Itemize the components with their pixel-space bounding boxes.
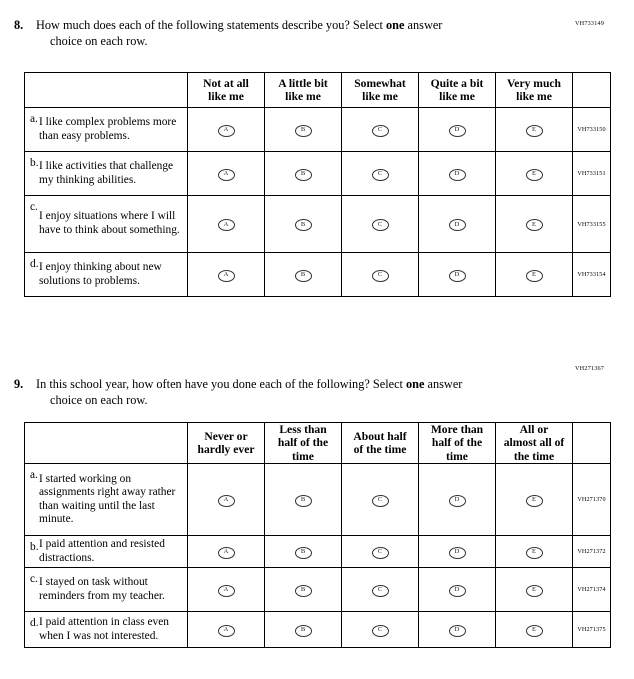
bubble-icon[interactable] [372, 547, 389, 559]
bubble-letter: E [532, 170, 536, 177]
header-line: A little bit [278, 76, 328, 90]
radio-option-e[interactable] [496, 253, 573, 297]
question-text-part1: How much does each of the following statements describe you? Select [36, 18, 387, 32]
radio-option-b[interactable] [265, 612, 342, 648]
radio-option-d[interactable] [419, 464, 496, 536]
bubble-icon[interactable] [372, 495, 389, 507]
table-row [25, 612, 611, 648]
matrix-header-option-4 [419, 73, 496, 108]
question-text-emphasis: one [386, 18, 405, 32]
radio-option-c[interactable] [342, 108, 419, 152]
bubble-letter: E [532, 271, 536, 278]
header-line: time [292, 449, 314, 463]
table-row [25, 152, 611, 196]
radio-option-a[interactable] [188, 464, 265, 536]
row-text: I started working on assignments right away rather than waiting until the last minute. [39, 472, 176, 526]
bubble-icon[interactable] [218, 169, 235, 181]
matrix-header-option-3 [342, 73, 419, 108]
bubble-icon[interactable] [449, 495, 466, 507]
header-line: half of the [277, 436, 329, 450]
bubble-icon[interactable] [526, 547, 543, 559]
row-stem [25, 108, 188, 152]
radio-option-d[interactable] [419, 253, 496, 297]
bubble-letter: D [454, 271, 460, 278]
radio-option-b[interactable] [265, 196, 342, 253]
header-line: the time [513, 449, 555, 463]
bubble-letter: D [454, 496, 460, 504]
header-line: like me [362, 90, 398, 103]
row-stem [25, 152, 188, 196]
bubble-letter: A [223, 496, 229, 504]
radio-option-e[interactable] [496, 108, 573, 152]
radio-option-c[interactable] [342, 612, 419, 648]
bubble-icon[interactable] [449, 169, 466, 181]
row-letter: d. [30, 617, 39, 630]
question-number: 8. [14, 18, 24, 32]
question-text-part2: answer [404, 18, 443, 32]
row-letter: b. [30, 541, 39, 554]
radio-option-c[interactable] [342, 152, 419, 196]
bubble-icon[interactable] [218, 585, 235, 597]
bubble-letter: C [377, 548, 383, 556]
radio-option-b[interactable] [265, 152, 342, 196]
bubble-letter: C [377, 626, 383, 634]
bubble-letter: A [223, 220, 229, 228]
row-letter: c. [30, 201, 38, 213]
row-text: I enjoy thinking about new solutions to problems. [39, 260, 162, 287]
header-line: Not at all [203, 76, 249, 90]
table-row [25, 568, 611, 612]
bubble-icon[interactable] [295, 495, 312, 507]
bubble-icon[interactable] [449, 547, 466, 559]
header-line: time [446, 449, 468, 463]
bubble-letter: B [300, 170, 306, 177]
table-row [25, 536, 611, 568]
row-item-code: VH271375 [573, 612, 611, 648]
bubble-icon[interactable] [218, 495, 235, 507]
radio-option-c[interactable] [342, 464, 419, 536]
header-line: hardly ever [197, 443, 255, 457]
bubble-letter: B [300, 548, 306, 556]
header-line: Quite a bit [430, 76, 484, 90]
radio-option-b[interactable] [265, 253, 342, 297]
radio-option-c[interactable] [342, 536, 419, 568]
row-text: I paid attention in class even when I was not interested. [39, 616, 170, 642]
row-item-code: VH271374 [573, 568, 611, 612]
row-letter: a. [30, 469, 38, 482]
radio-option-e[interactable] [496, 568, 573, 612]
bubble-icon[interactable] [295, 547, 312, 559]
question-prompt [0, 365, 634, 408]
header-line: Less than [279, 423, 327, 436]
bubble-letter: B [300, 126, 306, 133]
bubble-letter: C [377, 496, 383, 504]
bubble-letter: A [223, 170, 229, 177]
row-item-code: VH733151 [573, 152, 611, 196]
bubble-letter: C [377, 271, 383, 278]
radio-option-a[interactable] [188, 253, 265, 297]
radio-option-c[interactable] [342, 196, 419, 253]
radio-option-e[interactable] [496, 464, 573, 536]
matrix-header-code [573, 423, 611, 464]
row-stem [25, 536, 188, 568]
bubble-icon[interactable] [295, 125, 312, 137]
bubble-letter: C [377, 126, 383, 133]
bubble-letter: E [532, 126, 536, 133]
bubble-letter: A [223, 626, 229, 634]
bubble-icon[interactable] [218, 625, 235, 637]
bubble-letter: D [454, 626, 460, 634]
bubble-letter: B [300, 496, 306, 504]
bubble-icon[interactable] [372, 169, 389, 181]
bubble-icon[interactable] [449, 219, 466, 231]
row-item-code: VH733150 [573, 108, 611, 152]
radio-option-d[interactable] [419, 108, 496, 152]
bubble-icon[interactable] [295, 270, 312, 282]
bubble-icon[interactable] [526, 169, 543, 181]
row-stem [25, 253, 188, 297]
matrix-header-code [573, 73, 611, 108]
question-block-8 [0, 18, 634, 287]
bubble-letter: A [223, 271, 229, 278]
radio-option-d[interactable] [419, 612, 496, 648]
header-line: Very much [507, 76, 561, 90]
question-prompt [0, 18, 634, 49]
bubble-letter: E [532, 548, 536, 556]
bubble-letter: B [300, 586, 306, 594]
row-text: I paid attention and resisted distractions. [39, 538, 165, 564]
radio-option-e[interactable] [496, 612, 573, 648]
matrix-header-option-5 [496, 423, 573, 464]
question-text-part1: In this school year, how often have you done each of the following? Select [36, 377, 407, 391]
matrix-header-option-1 [188, 73, 265, 108]
bubble-letter: A [223, 548, 229, 556]
bubble-icon[interactable] [372, 125, 389, 137]
row-letter: c. [30, 573, 38, 586]
header-line: Never or [204, 429, 248, 443]
radio-option-a[interactable] [188, 612, 265, 648]
bubble-icon[interactable] [218, 547, 235, 559]
radio-option-b[interactable] [265, 568, 342, 612]
row-letter: a. [30, 113, 38, 125]
table-row [25, 196, 611, 253]
question-text-line2: choice on each row. [50, 392, 148, 407]
radio-option-d[interactable] [419, 536, 496, 568]
radio-option-a[interactable] [188, 108, 265, 152]
radio-option-e[interactable] [496, 196, 573, 253]
header-line: More than [430, 423, 484, 436]
radio-option-c[interactable] [342, 568, 419, 612]
bubble-icon[interactable] [372, 219, 389, 231]
row-item-code: VH271370 [573, 464, 611, 536]
bubble-icon[interactable] [526, 270, 543, 282]
row-letter: b. [30, 157, 39, 169]
bubble-letter: D [454, 220, 460, 228]
radio-option-e[interactable] [496, 152, 573, 196]
response-matrix-8 [24, 72, 611, 297]
question-item-code: VH733149 [575, 20, 605, 27]
row-text: I like complex problems more than easy problems. [39, 115, 177, 142]
bubble-letter: B [300, 626, 306, 634]
bubble-letter: E [532, 586, 536, 594]
bubble-icon[interactable] [372, 270, 389, 282]
question-text-emphasis: one [406, 377, 425, 391]
radio-option-b[interactable] [265, 536, 342, 568]
question-number: 9. [14, 377, 24, 391]
bubble-icon[interactable] [526, 585, 543, 597]
bubble-letter: A [223, 126, 229, 133]
bubble-letter: C [377, 586, 383, 594]
row-stem [25, 464, 188, 536]
row-text: I like activities that challenge my thinking abilities. [39, 159, 174, 186]
header-line: All or [519, 423, 549, 436]
row-stem [25, 196, 188, 253]
row-item-code: VH271372 [573, 536, 611, 568]
bubble-icon[interactable] [449, 125, 466, 137]
bubble-letter: B [300, 220, 306, 228]
header-line: like me [516, 90, 552, 103]
question-text-part2: answer [424, 377, 463, 391]
bubble-icon[interactable] [372, 625, 389, 637]
row-stem [25, 612, 188, 648]
row-stem [25, 568, 188, 612]
radio-option-d[interactable] [419, 152, 496, 196]
header-line: like me [285, 90, 321, 103]
bubble-icon[interactable] [295, 219, 312, 231]
question-text-line2: choice on each row. [50, 33, 148, 48]
bubble-icon[interactable] [526, 219, 543, 231]
matrix-header-option-1 [188, 423, 265, 464]
bubble-letter: D [454, 586, 460, 594]
bubble-icon[interactable] [449, 625, 466, 637]
radio-option-d[interactable] [419, 196, 496, 253]
matrix-header-option-2 [265, 423, 342, 464]
table-row [25, 464, 611, 536]
header-line: almost all of [503, 436, 565, 450]
bubble-letter: D [454, 170, 460, 177]
matrix-header-blank [25, 423, 188, 464]
matrix-header-blank [25, 73, 188, 108]
radio-option-a[interactable] [188, 568, 265, 612]
table-row [25, 253, 611, 297]
bubble-icon[interactable] [218, 219, 235, 231]
bubble-icon[interactable] [372, 585, 389, 597]
bubble-icon[interactable] [295, 585, 312, 597]
row-item-code: VH733154 [573, 253, 611, 297]
radio-option-a[interactable] [188, 536, 265, 568]
radio-option-d[interactable] [419, 568, 496, 612]
bubble-icon[interactable] [526, 495, 543, 507]
radio-option-c[interactable] [342, 253, 419, 297]
bubble-letter: B [300, 271, 306, 278]
bubble-letter: E [532, 496, 536, 504]
question-block-9 [0, 365, 634, 642]
matrix-header-option-5 [496, 73, 573, 108]
matrix-header-option-4 [419, 423, 496, 464]
bubble-letter: C [377, 170, 383, 177]
header-line: like me [208, 90, 244, 103]
radio-option-b[interactable] [265, 108, 342, 152]
radio-option-a[interactable] [188, 152, 265, 196]
matrix-header-row [25, 73, 611, 108]
bubble-letter: E [532, 626, 536, 634]
bubble-letter: D [454, 548, 460, 556]
table-row [25, 108, 611, 152]
bubble-letter: D [454, 126, 460, 133]
bubble-letter: E [532, 220, 536, 228]
response-matrix-9 [24, 422, 611, 648]
row-text: I stayed on task without reminders from my teacher. [39, 576, 165, 602]
bubble-letter: A [223, 586, 229, 594]
header-line: half of the [431, 436, 483, 450]
header-line: of the time [353, 443, 407, 457]
radio-option-b[interactable] [265, 464, 342, 536]
bubble-icon[interactable] [449, 270, 466, 282]
bubble-letter: C [377, 220, 383, 228]
radio-option-a[interactable] [188, 196, 265, 253]
bubble-icon[interactable] [218, 125, 235, 137]
bubble-icon[interactable] [295, 625, 312, 637]
radio-option-e[interactable] [496, 536, 573, 568]
matrix-header-option-3 [342, 423, 419, 464]
bubble-icon[interactable] [218, 270, 235, 282]
matrix-header-row [25, 423, 611, 464]
question-item-code: VH271367 [575, 365, 605, 372]
header-line: like me [439, 90, 475, 103]
header-line: About half [353, 429, 407, 443]
row-text: I enjoy situations where I will have to think about something. [39, 210, 180, 236]
bubble-icon[interactable] [526, 125, 543, 137]
row-item-code: VH733155 [573, 196, 611, 253]
bubble-icon[interactable] [449, 585, 466, 597]
row-letter: d. [30, 258, 39, 270]
matrix-header-option-2 [265, 73, 342, 108]
header-line: Somewhat [354, 76, 406, 90]
bubble-icon[interactable] [295, 169, 312, 181]
bubble-icon[interactable] [526, 625, 543, 637]
